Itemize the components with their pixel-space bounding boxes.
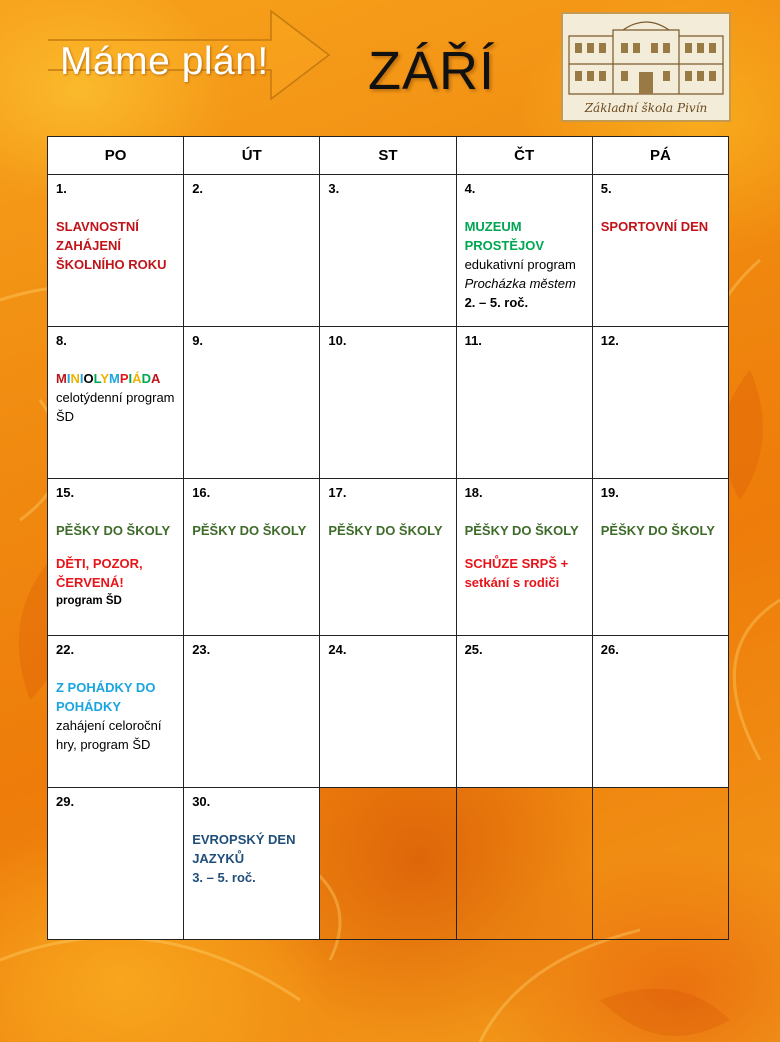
day-cell-9: [184, 327, 320, 479]
day-number: 4.: [464, 181, 476, 196]
event-detail: program ŠD: [56, 595, 122, 607]
september-calendar: [47, 136, 729, 940]
day-cell-19: [592, 479, 728, 636]
day-number: 11.: [464, 333, 482, 348]
event-title-letter: I: [66, 371, 71, 386]
empty-cell: [320, 788, 456, 940]
event-title: MUZEUM PROSTĚJOV: [464, 219, 545, 253]
day-number: 5.: [600, 181, 612, 196]
event-title: PĚŠKY DO ŠKOLY: [464, 523, 579, 538]
day-number: 29.: [56, 794, 75, 809]
day-number: 26.: [600, 642, 619, 657]
event-title-miniolympiada: [56, 369, 175, 388]
school-logo: [561, 12, 731, 122]
event-title: PĚŠKY DO ŠKOLY: [192, 523, 307, 538]
event-title: PĚŠKY DO ŠKOLY: [328, 523, 443, 538]
day-cell-4: [456, 175, 592, 327]
weekday-header-row: [48, 137, 729, 175]
month-title: ZÁŘÍ: [368, 41, 496, 101]
spacer: [465, 540, 584, 554]
logo-caption: Základní škola Pivín: [584, 101, 708, 115]
day-number: 25.: [464, 642, 483, 657]
day-cell-30: [184, 788, 320, 940]
day-number: 8.: [56, 333, 67, 348]
event-title: SPORTOVNÍ DEN: [600, 219, 709, 234]
day-cell-3: [320, 175, 456, 327]
day-number: 15.: [56, 485, 75, 500]
day-cell-23: [184, 636, 320, 788]
day-number: 18.: [464, 485, 483, 500]
day-cell-8: [48, 327, 184, 479]
event-title-letter: N: [70, 371, 80, 386]
weekday-thu: ČT: [456, 137, 592, 175]
event-title: SLAVNOSTNÍ ZAHÁJENÍ ŠKOLNÍHO ROKU: [56, 219, 167, 272]
week-row: [48, 636, 729, 788]
spacer: [56, 540, 175, 554]
weekday-fri: PÁ: [592, 137, 728, 175]
event-grades: 3. – 5. roč.: [192, 870, 256, 885]
day-cell-22: [48, 636, 184, 788]
weekday-tue: ÚT: [184, 137, 320, 175]
weekday-wed: ST: [320, 137, 456, 175]
school-building-icon: [563, 16, 729, 100]
day-cell-26: [592, 636, 728, 788]
day-cell-24: [320, 636, 456, 788]
day-number: 16.: [192, 485, 211, 500]
event-title-letter: A: [150, 371, 161, 386]
event-detail: zahájení celoroční hry, program ŠD: [56, 718, 162, 752]
day-number: 24.: [328, 642, 347, 657]
day-cell-16: [184, 479, 320, 636]
day-cell-5: [592, 175, 728, 327]
event-title-letter: D: [141, 371, 151, 386]
week-row: [48, 327, 729, 479]
slogan-text: Máme plán!: [60, 40, 269, 83]
week-row: [48, 788, 729, 940]
day-number: 2.: [192, 181, 204, 196]
day-cell-29: [48, 788, 184, 940]
week-row: [48, 479, 729, 636]
day-cell-15: [48, 479, 184, 636]
event-title: EVROPSKÝ DEN JAZYKŮ: [192, 832, 296, 866]
day-cell-1: [48, 175, 184, 327]
event-title: SCHŮZE SRPŠ + setkání s rodiči: [464, 556, 569, 590]
day-number: 3.: [328, 181, 340, 196]
event-title: Z POHÁDKY DO POHÁDKY: [56, 680, 156, 714]
week-row: [48, 175, 729, 327]
day-number: 23.: [192, 642, 211, 657]
event-grades: 2. – 5. roč.: [464, 295, 529, 310]
day-cell-12: [592, 327, 728, 479]
event-title: DĚTI, POZOR, ČERVENÁ!: [56, 556, 143, 590]
day-number: 30.: [192, 794, 211, 809]
day-cell-10: [320, 327, 456, 479]
day-number: 17.: [328, 485, 347, 500]
day-cell-11: [456, 327, 592, 479]
empty-cell: [592, 788, 728, 940]
event-title: PĚŠKY DO ŠKOLY: [600, 523, 715, 538]
event-title-letter: I: [128, 371, 133, 386]
day-number: 9.: [192, 333, 204, 348]
day-number: 12.: [600, 333, 619, 348]
day-cell-25: [456, 636, 592, 788]
event-title: PĚŠKY DO ŠKOLY: [56, 523, 171, 538]
day-cell-18: [456, 479, 592, 636]
day-number: 1.: [56, 181, 67, 196]
day-number: 19.: [600, 485, 619, 500]
event-title-letter: M: [109, 371, 120, 386]
event-detail: edukativní program: [464, 257, 576, 272]
day-number: 10.: [328, 333, 347, 348]
event-title-letter: Á: [132, 371, 142, 386]
day-number: 22.: [56, 642, 75, 657]
event-title-letter: Y: [100, 371, 110, 386]
event-title-letter: I: [79, 371, 84, 386]
day-cell-2: [184, 175, 320, 327]
empty-cell: [456, 788, 592, 940]
event-title-letter: P: [119, 371, 129, 386]
event-title-letter: L: [93, 371, 101, 386]
event-detail: Procházka městem: [464, 276, 576, 291]
event-title-letter: O: [83, 371, 94, 386]
event-detail: celotýdenní program ŠD: [56, 390, 175, 424]
weekday-mon: PO: [48, 137, 184, 175]
event-title-letter: M: [56, 371, 67, 386]
day-cell-17: [320, 479, 456, 636]
